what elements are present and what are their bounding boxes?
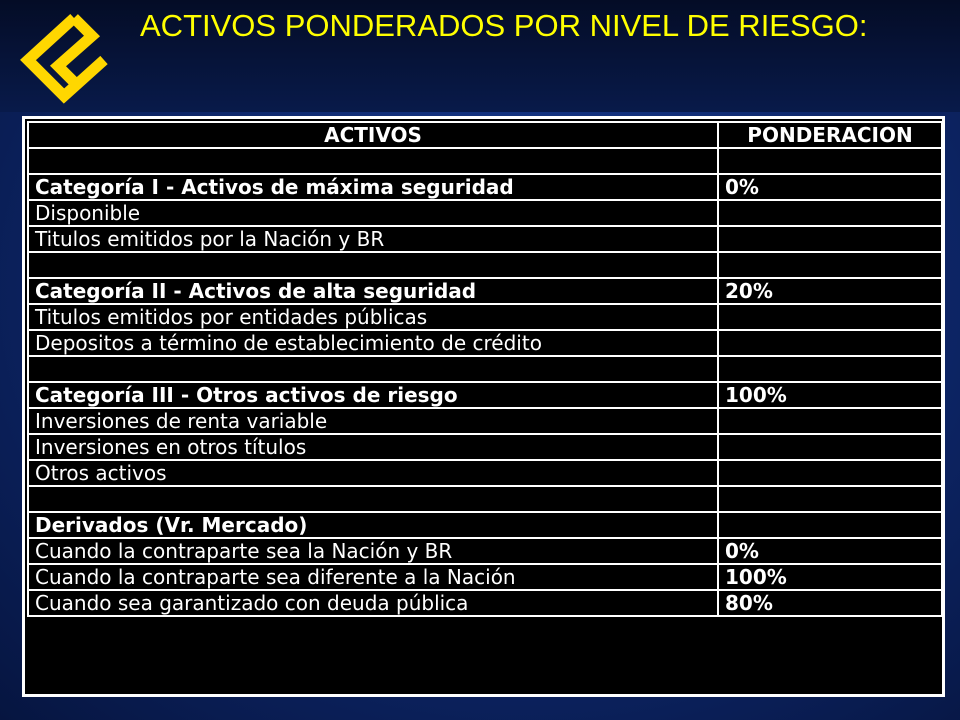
table-row <box>28 408 942 434</box>
category-label: Categoría III - Otros activos de riesgo <box>28 382 718 408</box>
table-row <box>28 590 942 616</box>
row-label <box>28 148 718 174</box>
row-value <box>718 304 942 330</box>
table-header-row <box>28 122 942 148</box>
table-row <box>28 304 942 330</box>
asset-weighting-table <box>27 121 943 617</box>
row-value <box>718 252 942 278</box>
row-label: Cuando sea garantizado con deuda pública <box>28 590 718 616</box>
header-weighting: PONDERACION <box>718 122 942 148</box>
table-row <box>28 564 942 590</box>
table-row <box>28 226 942 252</box>
category-label: Derivados (Vr. Mercado) <box>28 512 718 538</box>
table-row <box>28 382 942 408</box>
row-label <box>28 356 718 382</box>
asset-weighting-table-frame <box>22 116 945 697</box>
table-row <box>28 252 942 278</box>
row-value <box>718 460 942 486</box>
table-row <box>28 434 942 460</box>
row-label: Inversiones de renta variable <box>28 408 718 434</box>
table-row <box>28 148 942 174</box>
row-label: Titulos emitidos por la Nación y BR <box>28 226 718 252</box>
table-row <box>28 174 942 200</box>
row-value <box>718 356 942 382</box>
row-value <box>718 408 942 434</box>
row-value <box>718 512 942 538</box>
page-title: ACTIVOS PONDERADOS POR NIVEL DE RIESGO: <box>140 8 868 43</box>
table-row <box>28 200 942 226</box>
row-value: 100% <box>718 564 942 590</box>
table-row <box>28 330 942 356</box>
row-label <box>28 486 718 512</box>
row-value: 100% <box>718 382 942 408</box>
category-label: Categoría II - Activos de alta seguridad <box>28 278 718 304</box>
row-value: 20% <box>718 278 942 304</box>
row-value: 80% <box>718 590 942 616</box>
row-label: Disponible <box>28 200 718 226</box>
company-logo-icon <box>12 8 116 112</box>
row-value <box>718 200 942 226</box>
table-row <box>28 538 942 564</box>
row-value <box>718 148 942 174</box>
table-row <box>28 356 942 382</box>
row-label: Otros activos <box>28 460 718 486</box>
row-label: Cuando la contraparte sea la Nación y BR <box>28 538 718 564</box>
row-value <box>718 226 942 252</box>
header-assets: ACTIVOS <box>28 122 718 148</box>
table-row <box>28 512 942 538</box>
row-label: Inversiones en otros títulos <box>28 434 718 460</box>
row-label: Cuando la contraparte sea diferente a la Nación <box>28 564 718 590</box>
row-label: Depositos a término de establecimiento de crédito <box>28 330 718 356</box>
row-value <box>718 330 942 356</box>
row-value <box>718 434 942 460</box>
row-label <box>28 252 718 278</box>
row-label: Titulos emitidos por entidades públicas <box>28 304 718 330</box>
table-row <box>28 486 942 512</box>
row-value: 0% <box>718 174 942 200</box>
table-row <box>28 460 942 486</box>
category-label: Categoría I - Activos de máxima seguridad <box>28 174 718 200</box>
table-row <box>28 278 942 304</box>
row-value <box>718 486 942 512</box>
row-value: 0% <box>718 538 942 564</box>
